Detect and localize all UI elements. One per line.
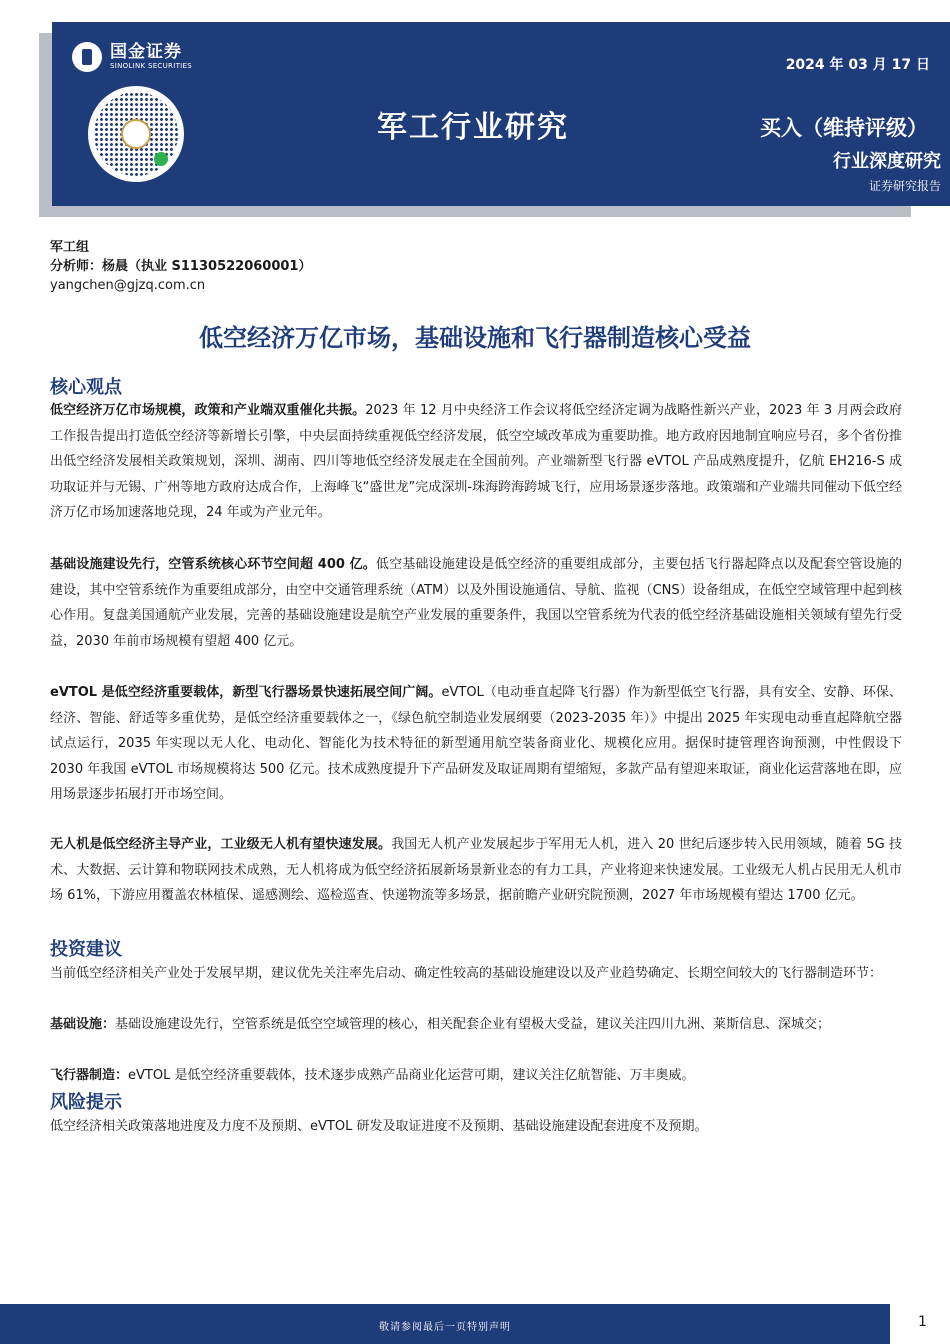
paragraph-drone [50, 832, 902, 909]
paragraph-body: eVTOL 是低空经济重要载体，技术逐步成熟产品商业化运营可期，建议关注亿航智能、万丰奥威。 [128, 1068, 695, 1083]
heading-risk: 风险提示 [50, 1092, 122, 1113]
rating: 买入（维持评级） [760, 116, 928, 140]
paragraph-lead: 低空经济万亿市场规模，政策和产业端双重催化共振。 [50, 403, 366, 418]
paragraph-body: 当前低空经济相关产业处于发展早期，建议优先关注率先启动、确定性较高的基础设施建设以及产业趋势确定、长期空间较大的飞行器制造环节： [50, 966, 883, 981]
paragraph-body: 我国无人机产业发展起步于军用无人机，进入 20 世纪后逐步转入民用领域，随着 5G 技术、大数据、云计算和物联网技术成熟，无人机将成为低空经济拓展新场景新业态的有力工具，产业将迎来快速发展。工业级无人机占民用无人机市场 61%，下游应用覆盖农林植保、遥感测绘、巡检巡查、快递物流等多场景，据前瞻产业研究院预测，2027 年市场规模有望达 1700 亿元。 [50, 837, 902, 904]
logo-english-name: SINOLINK SECURITIES [110, 62, 192, 70]
qr-code-icon [88, 86, 184, 182]
report-type: 行业深度研究 [833, 151, 941, 172]
analyst-info [50, 238, 311, 295]
paragraph-lead: 飞行器制造： [50, 1068, 129, 1083]
report-subtype: 证券研究报告 [868, 179, 941, 193]
heading-investment: 投资建议 [50, 939, 122, 960]
paragraph-risk [50, 1114, 902, 1140]
analyst-email: yangchen@gjzq.com.cn [50, 278, 206, 293]
paragraph-lead: eVTOL 是低空经济重要载体，新型飞行器场景快速拓展空间广阔。 [50, 685, 442, 700]
paragraph-lead: 无人机是低空经济主导产业，工业级无人机有望快速发展。 [50, 837, 392, 852]
paragraph-evtol [50, 680, 902, 808]
paragraph-body: 低空经济相关政策落地进度及力度不及预期、eVTOL 研发及取证进度不及预期、基础设施建设配套进度不及预期。 [50, 1119, 708, 1134]
paragraph-infrastructure-picks [50, 1012, 902, 1038]
paragraph-aircraft-picks [50, 1063, 902, 1089]
heading-core-view: 核心观点 [50, 377, 122, 398]
footer-disclaimer: 敬请参阅最后一页特别声明 [379, 1322, 511, 1333]
paragraph-lead: 基础设施建设先行，空管系统核心环节空间超 400 亿。 [50, 557, 376, 572]
paragraph-body: 低空基础设施建设是低空经济的重要组成部分，主要包括飞行器起降点以及配套空管设施的建设，其中空管系统作为重要组成部分，由空中交通管理系统（ATM）以及外围设施通信、导航、监视（CNS）设备组成，在低空空域管理中起到核心作用。复盘美国通航产业发展，完善的基础设施建设是航空产业发展的重要条件，我国以空管系统为代表的低空经济基础设施相关领域有望先行受益，2030 年前市场规模有望超 400 亿元。 [50, 557, 902, 649]
paragraph-lead: 基础设施： [50, 1017, 116, 1032]
logo-mark-icon [72, 42, 102, 72]
report-title: 低空经济万亿市场，基础设施和飞行器制造核心受益 [199, 324, 751, 352]
paragraph-market-scale [50, 398, 902, 526]
paragraph-investment-intro [50, 961, 902, 987]
analyst-name: 分析师：杨晨（执业 S1130522060001） [50, 259, 312, 274]
page-number: 1 [918, 1314, 927, 1330]
report-header [52, 22, 950, 206]
group-name: 军工组 [50, 240, 90, 255]
report-date: 2024 年 03 月 17 日 [785, 57, 930, 73]
logo-chinese-name: 国金证券 [110, 42, 182, 62]
sector-title: 军工行业研究 [377, 110, 569, 145]
paragraph-body: eVTOL（电动垂直起降飞行器）作为新型低空飞行器，具有安全、安静、环保、经济、智能、舒适等多重优势，是低空经济重要载体之一，《绿色航空制造业发展纲要（2023-2035 年）》中提出 2025 年实现电动垂直起降航空器试点运行，2035 年实现以无人化、电动化、智能化为技术特征的新型通用航空装备商业化、规模化应用。据保时捷管理咨询预测，中性假设下 2030 年我国 eVTOL 市场规模将达 500 亿元。技术成熟度提升下产品研发及取证周期有望缩短，多款产品有望迎来取证，商业化运营落地在即，应用场景逐步拓展打开市场空间。 [50, 685, 903, 803]
paragraph-body: 基础设施建设先行，空管系统是低空空域管理的核心，相关配套企业有望极大受益，建议关注四川九洲、莱斯信息、深城交； [115, 1017, 831, 1032]
company-logo [72, 42, 192, 72]
page-footer [0, 1304, 890, 1344]
paragraph-body: 2023 年 12 月中央经济工作会议将低空经济定调为战略性新兴产业，2023 年 3 月两会政府工作报告提出打造低空经济等新增长引擎，中央层面持续重视低空经济发展，低空空域改革成为重要助推。地方政府因地制宜响应号召，多个省份推出低空经济发展相关政策规划，深圳、湖南、四川等地低空经济发展走在全国前列。产业端新型飞行器 eVTOL 产品成熟度提升，亿航 EH216-S 成功取证并与无锡、广州等地方政府达成合作，上海峰飞“盛世龙”完成深圳-珠海跨海跨城飞行，应用场景逐步落地。政策端和产业端共同催动下低空经济万亿市场加速落地兑现，24 年或为产业元年。 [50, 403, 902, 521]
paragraph-infrastructure [50, 552, 902, 654]
